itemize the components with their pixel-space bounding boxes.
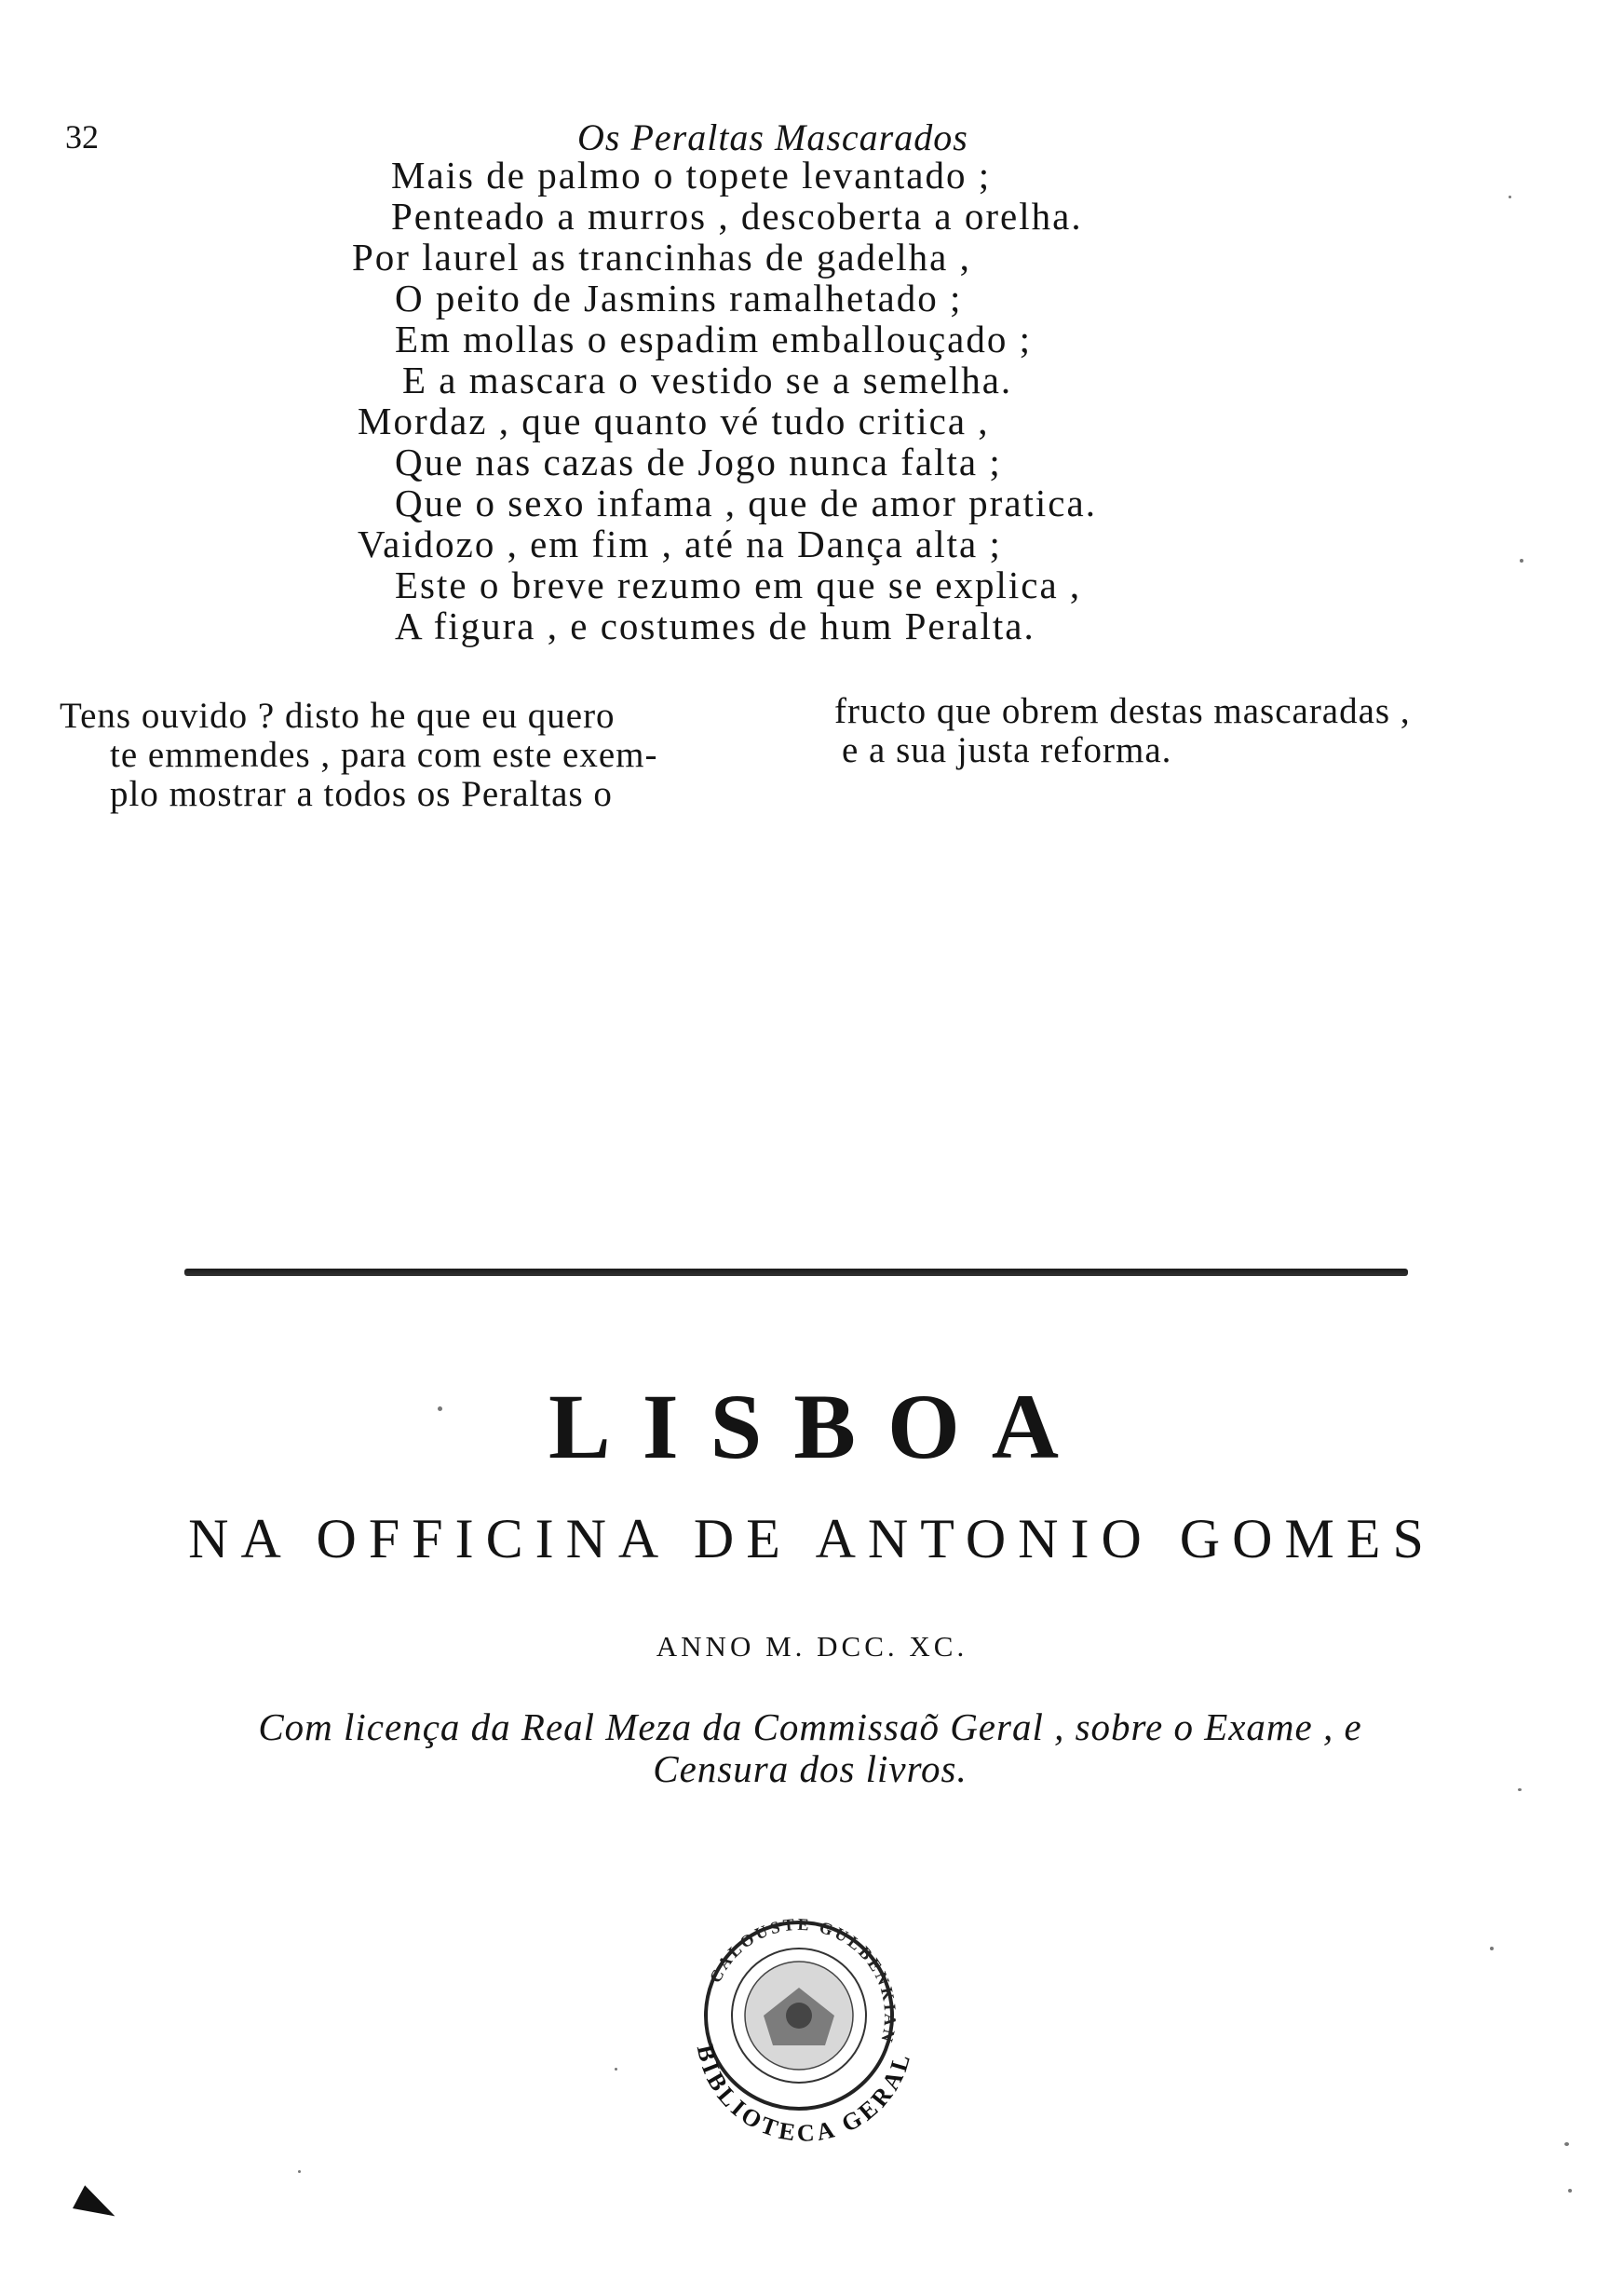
poem-line: E a mascara o vestido se a semelha. <box>402 359 1013 401</box>
prose-left-column <box>60 697 777 814</box>
page-number: 32 <box>65 118 99 156</box>
imprint-city: LISBOA <box>548 1375 1090 1478</box>
poem-line: O peito de Jasmins ramalhetado ; <box>395 277 963 319</box>
prose-right-column <box>834 692 1561 770</box>
imprint-year: ANNO M. DCC. XC. <box>656 1630 968 1663</box>
poem-line: Penteado a murros , descoberta a orelha. <box>391 195 1083 238</box>
prose-line: Tens ouvido ? disto he que eu quero <box>60 696 616 736</box>
poem-line: Que o sexo infama , que de amor pratica. <box>395 482 1097 524</box>
poem-line: Vaidozo , em fim , até na Dança alta ; <box>358 523 1002 565</box>
poem-line: Este o breve rezumo em que se explica , <box>395 564 1082 606</box>
stamp-outer-text: BIBLIOTECA GERAL <box>691 2042 917 2147</box>
poem-line: Em mollas o espadim emballouçado ; <box>395 318 1033 360</box>
poem-line: Mais de palmo o topete levantado ; <box>391 154 992 197</box>
prose-line: te emmendes , para com este exem- <box>110 735 658 775</box>
library-stamp-icon <box>659 1876 939 2155</box>
poem-line: Que nas cazas de Jogo nunca falta ; <box>395 441 1002 483</box>
licence-line: Com licença da Real Meza da Commissaõ Geral , sobre o Exame , e <box>258 1705 1362 1748</box>
imprint-printer: NA OFFICINA DE ANTONIO GOMES <box>188 1508 1436 1569</box>
poem-line: Mordaz , que quanto vé tudo critica , <box>358 400 990 442</box>
prose-line: fructo que obrem destas mascaradas , <box>834 691 1411 731</box>
poem-line: A figura , e costumes de hum Peralta. <box>395 604 1035 647</box>
licence-statement <box>65 1706 1555 1790</box>
horizontal-rule <box>184 1269 1408 1276</box>
prose-line: e a sua justa reforma. <box>842 730 1172 770</box>
poem-line: Por laurel as trancinhas de gadelha , <box>352 236 971 278</box>
ink-mark-icon <box>73 2185 121 2227</box>
running-head-title: Os Peraltas Mascarados <box>577 116 968 158</box>
licence-line: Censura dos livros. <box>653 1747 968 1790</box>
stamp-inner-text: CALOUSTE GULBENKIAN <box>705 1914 900 2046</box>
prose-line: plo mostrar a todos os Peraltas o <box>110 774 613 814</box>
